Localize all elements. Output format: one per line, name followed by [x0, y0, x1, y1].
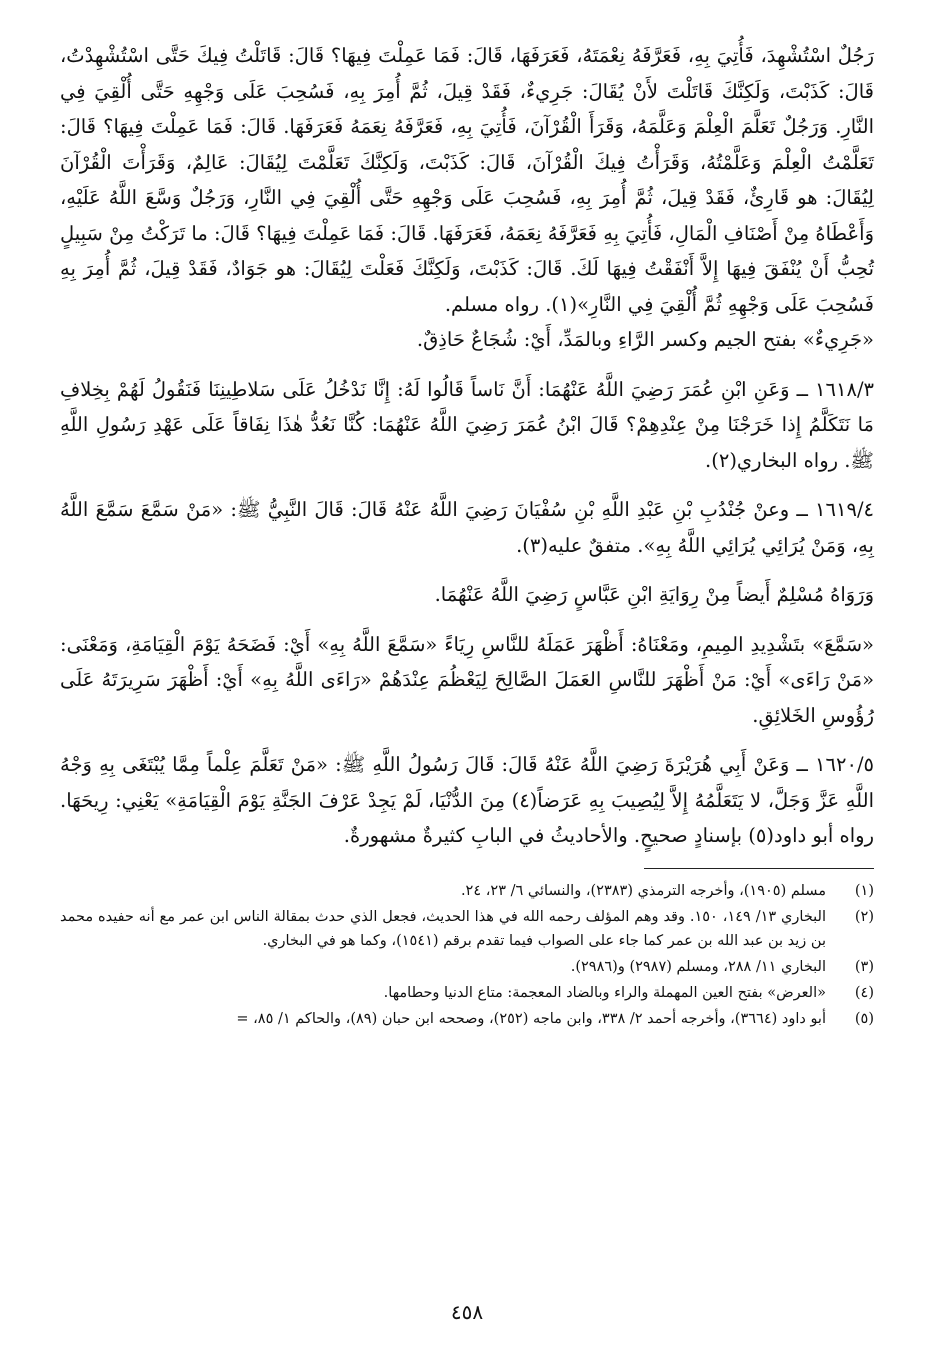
page-number: ٤٥٨	[450, 1300, 484, 1324]
explanation-paragraph: «جَرِيءٌ» بفتح الجيم وكسر الرَّاءِ وبالمَدِّ، أَيْ: شُجَاعٌ حَاذِقٌ.	[416, 328, 874, 351]
footnote-text: البخاري ١١/ ٢٨٨، ومسلم (٢٩٨٧) و(٢٩٨٦).	[570, 958, 826, 975]
footnote-number: (١)	[854, 882, 874, 899]
narration-note-paragraph: وَرَوَاهُ مُسْلِمٌ أَيضاً مِنْ رِوَايَةِ ابْنِ عَبَّاسٍ رَضِيَ اللَّهُ عَنْهُمَا.	[434, 583, 874, 606]
footnote	[60, 1007, 874, 1031]
footnote	[60, 905, 874, 953]
footnote-number: (٣)	[854, 958, 874, 975]
hadith-1619-paragraph: ١٦١٩/٤ ــ وعنْ جُنْدُبِ بْنِ عَبْدِ اللَّهِ بْنِ سُفْيَانَ رَضِيَ اللَّهُ عَنْهُ قَالَ: قَالَ النَّبِيُّ ﷺ: «مَنْ سَمَّعَ سَمَّعَ اللَّهُ بِهِ، وَمَنْ يُرَائِي يُرَائِي اللَّهُ بِهِ». متفقٌ عليه(٣).	[60, 498, 874, 557]
footnote-number: (٤)	[854, 984, 874, 1001]
hadith-continuation-paragraph: رَجُلٌ اسْتُشْهِدَ، فَأُتِيَ بِهِ، فَعَرَّفَهُ نِعْمَتَهُ، فَعَرَفَهَا، قَالَ: فَمَا عَمِلْتَ فِيهَا؟ قَالَ: قَاتَلْتُ فِيكَ حَتَّى اسْتُشْهِدْتُ، قَالَ: كَذَبْتَ، وَلَكِنَّكَ قَاتَلْتَ لأَنْ يُقَالَ: جَرِيءٌ، فَقَدْ قِيلَ، ثُمَّ أُمِرَ بِهِ، فَسُحِبَ عَلَى وَجْهِهِ حَتَّى أُلْقِيَ فِي النَّارِ. وَرَجُلٌ تَعَلَّمَ الْعِلْمَ وَعَلَّمَهُ، وَقَرَأَ الْقُرْآنَ، فَأُتِيَ بِهِ، فَعَرَّفَهُ نِعَمَهُ فَعَرَفَهَا. قَالَ: فَمَا عَمِلْتَ فِيهَا؟ قَالَ: تَعَلَّمْتُ الْعِلْمَ وَعَلَّمْتُهُ، وَقَرَأْتُ فِيكَ الْقُرْآنَ، قَالَ: كَذَبْتَ، وَلَكِنَّكَ تَعَلَّمْتَ لِيُقَالَ: عَالِمٌ، وَقَرَأْتَ الْقُرْآنَ لِيُقَالَ: هو قَارِئٌ، فَقَدْ قِيلَ، ثُمَّ أُمِرَ بِهِ، فَسُحِبَ عَلَى وَجْهِهِ حَتَّى أُلْقِيَ فِي النَّارِ، وَرَجُلٌ وَسَّعَ اللَّهُ عَلَيْهِ، وَأَعْطَاهُ مِنْ أَصْنَافِ الْمَالِ، فَأُتِيَ بِهِ فَعَرَّفَهُ نِعَمَهُ، فَعَرَفَهَا. قَالَ: فَمَا عَمِلْتَ فِيهَا؟ قَالَ: ما تَرَكْتُ مِنْ سَبِيلٍ تُحِبُّ أَنْ يُنْفَقَ فِيهَا إِلاَّ أَنْفَقْتُ فِيهَا لَكَ. قَالَ: كَذَبْتَ، وَلَكِنَّكَ فَعَلْتَ لِيُقَالَ: هو جَوَادٌ، فَقَدْ قِيلَ، ثُمَّ أُمِرَ بِهِ فَسُحِبَ عَلَى وَجْهِهِ ثُمَّ أُلْقِيَ فِي النَّارِ»(١). رواه مسلم.	[60, 44, 874, 316]
footnote-text: «العرض» بفتح العين المهملة والراء وبالضاد المعجمة: متاع الدنيا وحطامها.	[383, 984, 826, 1001]
hadith-1618-paragraph: ١٦١٨/٣ ــ وَعَنِ ابْنِ عُمَرَ رَضِيَ اللَّهُ عَنْهُمَا: أَنَّ نَاساً قَالُوا لَهُ: إِنَّا نَدْخُلُ عَلَى سَلاطِينِنَا فَنَقُولُ لَهُمْ بِخِلافِ مَا نَتَكَلَّمُ إِذا خَرَجْنَا مِنْ عِنْدِهِمْ؟ قَالَ ابْنُ عُمَرَ رَضِيَ اللَّهُ عَنْهُمَا: كُنَّا نَعُدُّ هٰذَا نِفَاقاً عَلَى عَهْدِ رَسُولِ اللَّهِ ﷺ. رواه البخاري(٢).	[60, 377, 874, 472]
footnote-text: البخاري ١٣/ ١٤٩، ١٥٠. وقد وهم المؤلف رحمه الله في هذا الحديث، فجعل الذي حدث بمقالة الناس ابن عمر مع أنه حفيده محمد بن زيد بن عبد الله بن عمر كما جاء على الصواب فيما تقدم برقم (١٥٤١)، وكما هو في البخاري.	[60, 908, 827, 949]
footnotes	[60, 879, 874, 1031]
main-text	[60, 38, 874, 854]
footnote	[60, 981, 874, 1005]
footnote	[60, 955, 874, 979]
footnote-text: أبو داود (٣٦٦٤)، وأخرجه أحمد ٢/ ٣٣٨، وابن ماجه (٢٥٢)، وصححه ابن حبان (٨٩)، والحاكم ١/ ٨٥، =	[236, 1010, 826, 1027]
hadith-1620-paragraph: ١٦٢٠/٥ ــ وَعَنْ أَبِي هُرَيْرَةَ رَضِيَ اللَّهُ عَنْهُ قَالَ: قَالَ رَسُولُ اللَّهِ ﷺ: «مَنْ تَعَلَّمَ عِلْماً مِمَّا يُبْتَغَى بِهِ وَجْهُ اللَّهِ عَزَّ وَجَلَّ، لا يَتَعَلَّمُهُ إِلاَّ لِيُصِيبَ بِهِ عَرَضاً(٤) مِنَ الدُّنْيَا، لَمْ يَجِدْ عَرْفَ الجَنَّةِ يَوْمَ الْقِيَامَةِ» يَعْنِي: رِيحَهَا. رواه أبو داود(٥) بإسنادٍ صحيحٍ. والأحاديثُ في البابِ كثيرةٌ مشهورةٌ.	[60, 753, 874, 847]
explanation-paragraph: «سَمَّعَ» بتَشْدِيدِ المِيمِ، ومَعْنَاهُ: أَظْهَرَ عَمَلَهُ للنَّاسِ رِيَاءً «سَمَّعَ اللَّهُ بِهِ» أَيْ: فَضَحَهُ يَوْمَ الْقِيَامَةِ، وَمَعْنَى: «مَنْ رَاءَى» أَيْ: مَنْ أَظْهَرَ للنَّاسِ العَمَلَ الصَّالِحَ لِيَعْظُمَ عِنْدَهُمْ «رَاءَى اللَّهُ بِهِ» أَيْ: أَظْهَرَ سَرِيرَتَهُ عَلَى رُؤُوسِ الخَلائِقِ.	[60, 632, 874, 727]
footnote-text: مسلم (١٩٠٥)، وأخرجه الترمذي (٢٣٨٣)، والنسائي ٦/ ٢٣، ٢٤.	[460, 882, 826, 899]
footnote-number: (٢)	[854, 908, 874, 925]
footnote	[60, 879, 874, 903]
footnote-number: (٥)	[854, 1010, 874, 1027]
footnote-divider	[644, 868, 874, 869]
